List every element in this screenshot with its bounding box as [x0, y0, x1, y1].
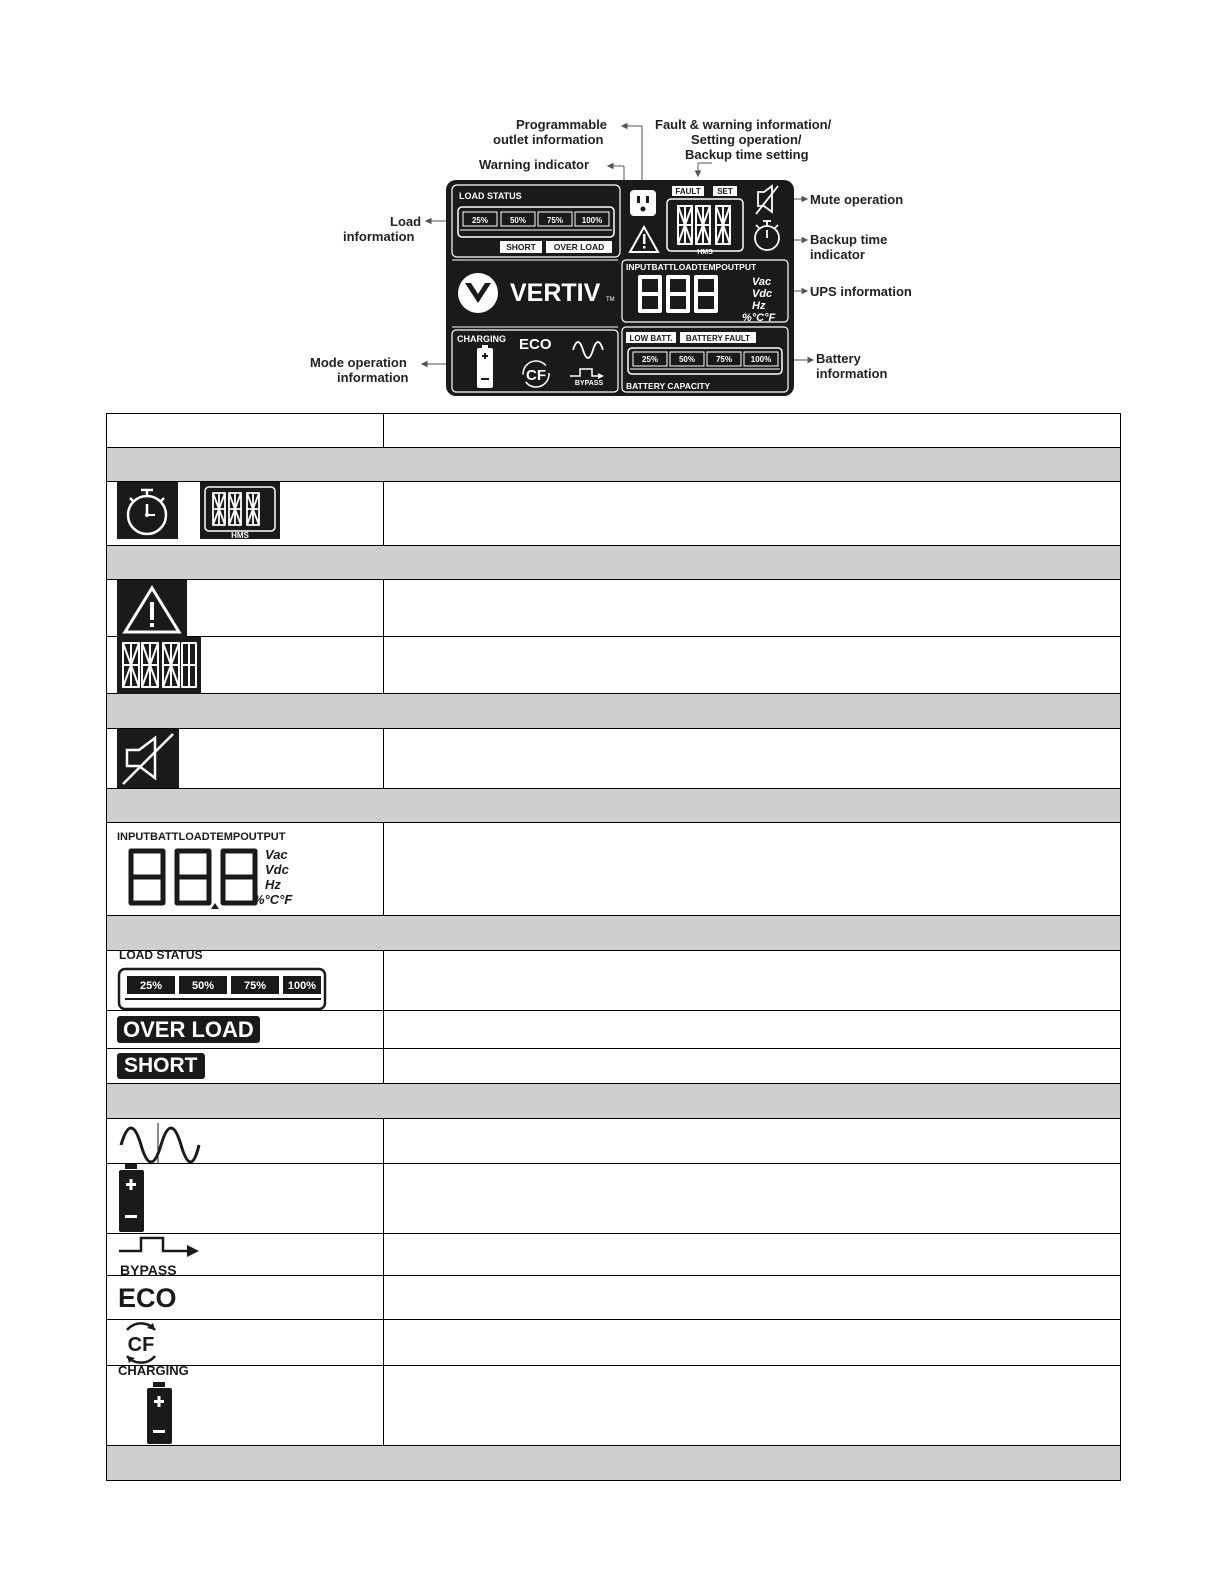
- svg-text:CF: CF: [127, 1334, 155, 1356]
- lcd-source-labels: INPUTBATTLOADTEMPOUTPUT: [626, 262, 757, 272]
- lcd-batt-25: 25%: [641, 355, 659, 364]
- callout-programmable-outlet-1: Programmable: [516, 117, 608, 132]
- lcd-outlet-icon: [630, 190, 656, 216]
- lcd-load-status-label: LOAD STATUS: [459, 191, 522, 201]
- lcd-over-load: OVER LOAD: [553, 242, 605, 252]
- table-row: [107, 951, 1121, 1011]
- cf-icon: [117, 1320, 165, 1366]
- table-section-row: [107, 789, 1121, 823]
- callout-load-info-1: Load: [390, 214, 422, 229]
- table-row: [107, 1366, 1121, 1446]
- table-section-row: [107, 546, 1121, 580]
- unit-vdc: Vdc: [265, 862, 289, 877]
- callout-programmable-outlet-2: outlet information: [493, 132, 604, 147]
- callout-fault-warning-2: Setting operation/: [691, 132, 802, 147]
- hms-digits-icon: [200, 482, 281, 540]
- unit-hz: Hz: [265, 877, 281, 892]
- table-section-row: [107, 1084, 1121, 1119]
- table-row: [107, 1119, 1121, 1164]
- unit-percent-temp: %°C°F: [253, 892, 293, 907]
- table-section-row: [107, 448, 1121, 482]
- table-row: [107, 580, 1121, 637]
- sine-wave-icon: [117, 1123, 203, 1163]
- table-row: [107, 1164, 1121, 1234]
- load-status-label: LOAD STATUS: [119, 948, 203, 962]
- table-row: [107, 729, 1121, 789]
- fault-digits-icon: [117, 637, 202, 694]
- lcd-batt-100: 100%: [750, 355, 772, 364]
- short-badge: SHORT: [117, 1053, 205, 1079]
- callout-mode-operation-2: information: [337, 370, 409, 385]
- lcd-icon-table: [106, 413, 1121, 1481]
- lcd-brand: VERTIV: [510, 279, 601, 307]
- table-section-row: [107, 916, 1121, 951]
- lcd-batt-50: 50%: [678, 355, 696, 364]
- source-labels: INPUTBATTLOADTEMPOUTPUT: [117, 831, 286, 843]
- lcd-load-75: 75%: [546, 216, 564, 225]
- lcd-hms: HMS: [697, 249, 713, 256]
- table-row: [107, 482, 1121, 546]
- callout-battery-info-2: information: [816, 366, 888, 381]
- lcd-low-batt: LOW BATT.: [629, 334, 673, 343]
- table-section-row: [107, 694, 1121, 729]
- vertiv-logo-icon: [458, 273, 498, 313]
- eco-label: ECO: [118, 1283, 177, 1313]
- lcd-trademark: TM: [606, 297, 615, 303]
- lcd-load-25: 25%: [471, 216, 489, 225]
- over-load-badge: OVER LOAD: [117, 1016, 260, 1043]
- table-row: [107, 637, 1121, 694]
- warning-icon: [117, 580, 187, 637]
- table-row: [107, 1049, 1121, 1084]
- lcd-short: SHORT: [506, 242, 536, 252]
- callout-mute-operation: Mute operation: [810, 192, 904, 207]
- lcd-load-100: 100%: [581, 216, 603, 225]
- lcd-set: SET: [717, 187, 733, 196]
- lcd-unit-vdc: Vdc: [752, 288, 773, 300]
- bypass-label: BYPASS: [120, 1262, 177, 1278]
- callout-fault-warning-3: Backup time setting: [685, 147, 809, 162]
- lcd-unit-hz: Hz: [752, 300, 766, 312]
- callout-load-info-2: information: [343, 229, 415, 244]
- table-row: [107, 1011, 1121, 1049]
- mute-icon: [117, 729, 180, 789]
- ups-digits-icon: [125, 845, 265, 911]
- callout-battery-info-1: Battery: [816, 351, 861, 366]
- battery-icon: [117, 1164, 147, 1234]
- load-50: 50%: [191, 980, 215, 992]
- unit-vac: Vac: [265, 847, 288, 862]
- callout-mode-operation-1: Mode operation: [310, 355, 407, 370]
- lcd-bypass: BYPASS: [574, 380, 604, 387]
- load-75: 75%: [243, 980, 267, 992]
- lcd-battery-icon: [477, 345, 493, 388]
- lcd-charging: CHARGING: [457, 334, 506, 344]
- charging-battery-icon: [145, 1382, 175, 1446]
- lcd-load-50: 50%: [509, 216, 527, 225]
- table-row: [107, 823, 1121, 916]
- callout-backup-time-2: indicator: [810, 247, 865, 262]
- stopwatch-icon: [117, 482, 179, 540]
- table-section-row: [107, 1446, 1121, 1481]
- lcd-batt-75: 75%: [715, 355, 733, 364]
- load-100: 100%: [287, 980, 317, 992]
- lcd-fault: FAULT: [675, 187, 701, 196]
- hms-label: HMS: [231, 531, 249, 540]
- table-header-row: [107, 414, 1121, 448]
- lcd-unit-percent-temp: %°C°F: [742, 312, 776, 324]
- charging-label: CHARGING: [118, 1363, 189, 1378]
- callout-warning-indicator: Warning indicator: [479, 157, 590, 172]
- bypass-icon: [117, 1234, 207, 1260]
- lcd-panel: [446, 180, 796, 398]
- load-25: 25%: [139, 980, 163, 992]
- lcd-eco: ECO: [519, 336, 552, 353]
- svg-text:CF: CF: [526, 367, 546, 384]
- lcd-unit-vac: Vac: [752, 276, 772, 288]
- table-row: [107, 1320, 1121, 1366]
- callout-fault-warning-1: Fault & warning information/: [655, 117, 832, 132]
- table-row: [107, 1276, 1121, 1320]
- load-status-bars: [117, 967, 327, 1011]
- table-row: [107, 1234, 1121, 1276]
- lcd-fault-digits: [678, 206, 730, 244]
- lcd-battery-capacity: BATTERY CAPACITY: [626, 381, 711, 391]
- callout-backup-time-1: Backup time: [810, 232, 888, 247]
- lcd-battery-fault: BATTERY FAULT: [685, 334, 751, 343]
- callout-ups-information: UPS information: [810, 284, 912, 299]
